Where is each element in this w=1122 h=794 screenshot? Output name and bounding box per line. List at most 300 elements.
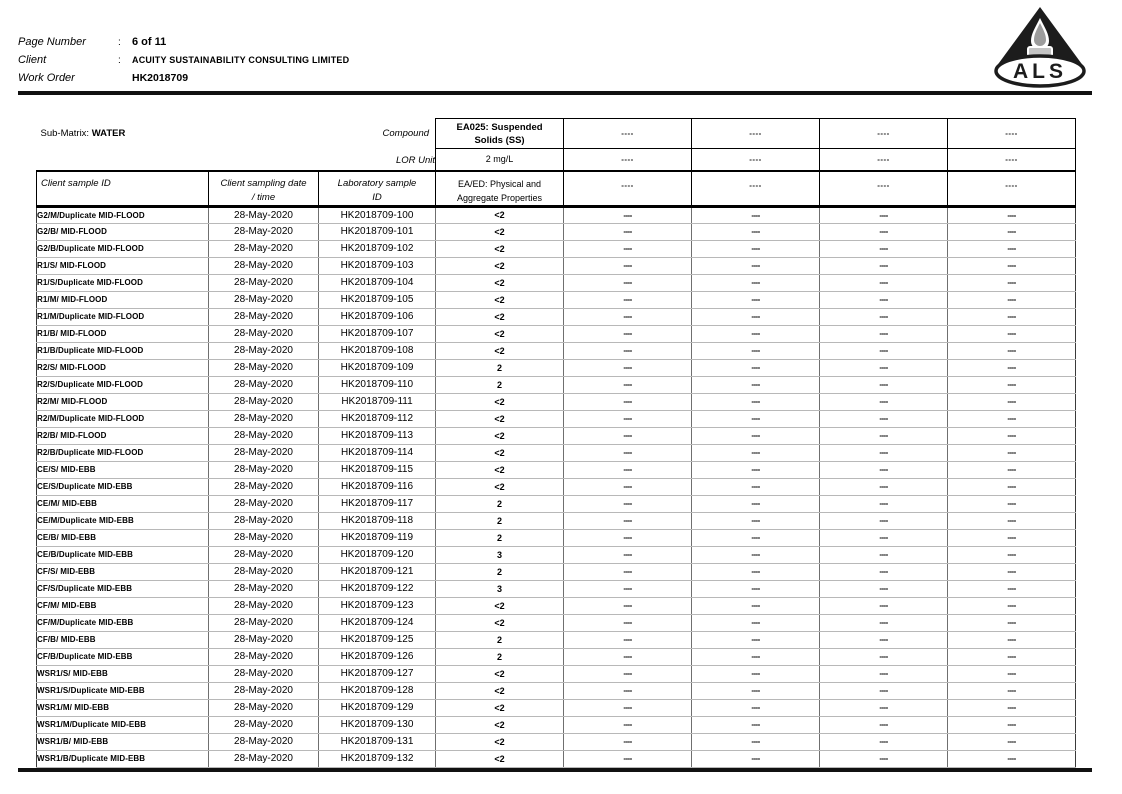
dash-cell: ---- xyxy=(820,733,948,750)
result-cell: <2 xyxy=(436,444,564,461)
dash-cell: ---- xyxy=(820,682,948,699)
lab-sample-id-cell: HK2018709-123 xyxy=(319,597,436,614)
sub-matrix-label: Sub-Matrix: WATER xyxy=(40,128,126,139)
als-logo-text: ALS xyxy=(1013,60,1067,83)
dash-cell: ---- xyxy=(564,563,692,580)
dash-cell: ---- xyxy=(820,240,948,257)
lab-sample-id-cell: HK2018709-122 xyxy=(319,580,436,597)
lab-sample-id-cell: HK2018709-108 xyxy=(319,342,436,359)
dash-cell: ---- xyxy=(692,665,820,682)
table-row xyxy=(37,308,1076,325)
dash-cell: ---- xyxy=(692,631,820,648)
dash-cell: ---- xyxy=(820,461,948,478)
separator: : xyxy=(118,55,121,66)
work-order-row xyxy=(18,72,349,90)
client-sample-id-cell: WSR1/S/Duplicate MID-EBB xyxy=(37,682,209,699)
lab-sample-id-cell: HK2018709-106 xyxy=(319,308,436,325)
result-cell: <2 xyxy=(436,614,564,631)
dash-cell: ---- xyxy=(692,478,820,495)
dash-cell: ---- xyxy=(820,614,948,631)
page-number-label: Page Number xyxy=(18,36,86,48)
dash-cell: ---- xyxy=(564,427,692,444)
page-number-row xyxy=(18,36,349,54)
lab-sample-id-cell: HK2018709-117 xyxy=(319,495,436,512)
lab-sample-id-cell: HK2018709-114 xyxy=(319,444,436,461)
empty-group-cell: ---- xyxy=(692,171,820,207)
dash-cell: ---- xyxy=(692,240,820,257)
lab-sample-id-cell: HK2018709-124 xyxy=(319,614,436,631)
empty-group-cell: ---- xyxy=(948,171,1076,207)
dash-cell: ---- xyxy=(692,461,820,478)
dash-cell: ---- xyxy=(564,665,692,682)
dash-cell: ---- xyxy=(820,750,948,767)
compound-label: Compound xyxy=(382,128,430,139)
dash-cell: ---- xyxy=(820,665,948,682)
dash-cell: ---- xyxy=(948,648,1076,665)
lab-sample-id-cell: HK2018709-132 xyxy=(319,750,436,767)
sampling-date-cell: 28-May-2020 xyxy=(209,716,319,733)
table-row xyxy=(37,614,1076,631)
table-row xyxy=(37,359,1076,376)
client-sample-id-cell: CF/M/ MID-EBB xyxy=(37,597,209,614)
dash-cell: ---- xyxy=(564,444,692,461)
table-row xyxy=(37,563,1076,580)
client-sample-id-cell: R2/S/Duplicate MID-FLOOD xyxy=(37,376,209,393)
dash-cell: ---- xyxy=(692,733,820,750)
dash-cell: ---- xyxy=(948,529,1076,546)
sampling-date-cell: 28-May-2020 xyxy=(209,274,319,291)
header-divider xyxy=(18,91,1092,95)
sampling-date-cell: 28-May-2020 xyxy=(209,512,319,529)
result-cell: <2 xyxy=(436,427,564,444)
dash-cell: ---- xyxy=(948,308,1076,325)
dash-cell: ---- xyxy=(564,257,692,274)
dash-cell: ---- xyxy=(820,410,948,427)
table-row xyxy=(37,291,1076,308)
table-row xyxy=(37,495,1076,512)
dash-cell: ---- xyxy=(948,325,1076,342)
client-sample-id-cell: CE/S/ MID-EBB xyxy=(37,461,209,478)
work-order-value: HK2018709 xyxy=(132,72,189,84)
sampling-date-cell: 28-May-2020 xyxy=(209,410,319,427)
result-cell: <2 xyxy=(436,699,564,716)
dash-cell: ---- xyxy=(820,206,948,223)
result-cell: <2 xyxy=(436,733,564,750)
result-cell: <2 xyxy=(436,325,564,342)
client-sample-id-cell: R2/S/ MID-FLOOD xyxy=(37,359,209,376)
result-cell: <2 xyxy=(436,682,564,699)
dash-cell: ---- xyxy=(692,750,820,767)
dash-cell: ---- xyxy=(820,427,948,444)
lab-sample-id-cell: HK2018709-105 xyxy=(319,291,436,308)
dash-cell: ---- xyxy=(692,682,820,699)
dash-cell: ---- xyxy=(564,274,692,291)
empty-lor-cell: ---- xyxy=(692,149,820,171)
dash-cell: ---- xyxy=(820,631,948,648)
dash-cell: ---- xyxy=(948,631,1076,648)
result-cell: <2 xyxy=(436,240,564,257)
dash-cell: ---- xyxy=(564,614,692,631)
dash-cell: ---- xyxy=(948,206,1076,223)
dash-cell: ---- xyxy=(564,376,692,393)
dash-cell: ---- xyxy=(820,529,948,546)
lor-unit-label-cell xyxy=(37,149,436,171)
dash-cell: ---- xyxy=(948,597,1076,614)
dash-cell: ---- xyxy=(564,733,692,750)
dash-cell: ---- xyxy=(564,410,692,427)
client-sample-id-cell: CE/M/Duplicate MID-EBB xyxy=(37,512,209,529)
dash-cell: ---- xyxy=(564,291,692,308)
dash-cell: ---- xyxy=(692,376,820,393)
dash-cell: ---- xyxy=(692,410,820,427)
dash-cell: ---- xyxy=(948,716,1076,733)
client-sample-id-cell: CF/S/Duplicate MID-EBB xyxy=(37,580,209,597)
client-sample-id-cell: CF/S/ MID-EBB xyxy=(37,563,209,580)
client-sample-id-cell: WSR1/B/Duplicate MID-EBB xyxy=(37,750,209,767)
client-sample-id-cell: CF/M/Duplicate MID-EBB xyxy=(37,614,209,631)
client-sample-id-cell: WSR1/S/ MID-EBB xyxy=(37,665,209,682)
client-sample-id-cell: R2/B/Duplicate MID-FLOOD xyxy=(37,444,209,461)
dash-cell: ---- xyxy=(692,614,820,631)
sampling-date-cell: 28-May-2020 xyxy=(209,648,319,665)
sampling-date-cell: 28-May-2020 xyxy=(209,308,319,325)
table-row xyxy=(37,257,1076,274)
table-row xyxy=(37,444,1076,461)
lab-sample-id-cell: HK2018709-110 xyxy=(319,376,436,393)
lab-sample-id-cell: HK2018709-130 xyxy=(319,716,436,733)
dash-cell: ---- xyxy=(948,682,1076,699)
table-row xyxy=(37,376,1076,393)
sampling-date-header xyxy=(209,171,319,207)
result-cell: 2 xyxy=(436,512,564,529)
dash-cell: ---- xyxy=(948,563,1076,580)
dash-cell: ---- xyxy=(564,308,692,325)
sampling-date-cell: 28-May-2020 xyxy=(209,342,319,359)
lab-sample-id-cell: HK2018709-131 xyxy=(319,733,436,750)
empty-analyte-cell: ---- xyxy=(692,119,820,149)
client-sample-id-cell: CF/B/Duplicate MID-EBB xyxy=(37,648,209,665)
table-row xyxy=(37,750,1076,767)
dash-cell: ---- xyxy=(948,410,1076,427)
table-row xyxy=(37,716,1076,733)
result-cell: 2 xyxy=(436,563,564,580)
dash-cell: ---- xyxy=(692,427,820,444)
dash-cell: ---- xyxy=(820,325,948,342)
table-row xyxy=(37,529,1076,546)
client-sample-id-header: Client sample ID xyxy=(37,171,209,207)
dash-cell: ---- xyxy=(692,393,820,410)
dash-cell: ---- xyxy=(948,427,1076,444)
lab-sample-id-cell: HK2018709-125 xyxy=(319,631,436,648)
dash-cell: ---- xyxy=(948,240,1076,257)
dash-cell: ---- xyxy=(564,546,692,563)
table-row xyxy=(37,733,1076,750)
dash-cell: ---- xyxy=(948,478,1076,495)
lab-sample-id-cell: HK2018709-128 xyxy=(319,682,436,699)
lab-sample-id-cell: HK2018709-127 xyxy=(319,665,436,682)
sampling-date-cell: 28-May-2020 xyxy=(209,461,319,478)
dash-cell: ---- xyxy=(692,274,820,291)
table-row xyxy=(37,325,1076,342)
empty-group-cell: ---- xyxy=(820,171,948,207)
client-sample-id-cell: CF/B/ MID-EBB xyxy=(37,631,209,648)
dash-cell: ---- xyxy=(564,240,692,257)
table-row xyxy=(37,580,1076,597)
sampling-date-cell: 28-May-2020 xyxy=(209,240,319,257)
sampling-date-cell: 28-May-2020 xyxy=(209,546,319,563)
dash-cell: ---- xyxy=(692,648,820,665)
dash-cell: ---- xyxy=(692,444,820,461)
dash-cell: ---- xyxy=(948,444,1076,461)
lab-sample-id-cell: HK2018709-121 xyxy=(319,563,436,580)
table-row xyxy=(37,393,1076,410)
client-value: ACUITY SUSTAINABILITY CONSULTING LIMITED xyxy=(132,55,350,65)
dash-cell: ---- xyxy=(564,716,692,733)
work-order-label: Work Order xyxy=(18,72,75,84)
result-cell: 3 xyxy=(436,546,564,563)
empty-analyte-cell: ---- xyxy=(820,119,948,149)
sampling-date-cell: 28-May-2020 xyxy=(209,257,319,274)
dash-cell: ---- xyxy=(820,597,948,614)
sampling-date-cell: 28-May-2020 xyxy=(209,359,319,376)
sampling-date-cell: 28-May-2020 xyxy=(209,597,319,614)
sampling-date-cell: 28-May-2020 xyxy=(209,682,319,699)
sub-matrix-value: WATER xyxy=(91,128,126,139)
client-sample-id-cell: CE/M/ MID-EBB xyxy=(37,495,209,512)
sampling-date-header-line1: Client sampling date xyxy=(220,177,307,189)
sampling-date-cell: 28-May-2020 xyxy=(209,325,319,342)
empty-analyte-cell: ---- xyxy=(948,119,1076,149)
als-logo-icon xyxy=(985,6,1095,90)
sampling-date-cell: 28-May-2020 xyxy=(209,665,319,682)
sampling-date-cell: 28-May-2020 xyxy=(209,495,319,512)
dash-cell: ---- xyxy=(564,682,692,699)
dash-cell: ---- xyxy=(820,359,948,376)
table-row xyxy=(37,699,1076,716)
sub-matrix-cell xyxy=(37,119,436,149)
table-row xyxy=(37,461,1076,478)
dash-cell: ---- xyxy=(948,614,1076,631)
dash-cell: ---- xyxy=(564,359,692,376)
sampling-date-cell: 28-May-2020 xyxy=(209,529,319,546)
lab-sample-id-cell: HK2018709-104 xyxy=(319,274,436,291)
dash-cell: ---- xyxy=(820,393,948,410)
sampling-date-cell: 28-May-2020 xyxy=(209,699,319,716)
dash-cell: ---- xyxy=(564,699,692,716)
dash-cell: ---- xyxy=(820,274,948,291)
dash-cell: ---- xyxy=(948,257,1076,274)
analyte-name-cell xyxy=(436,119,564,149)
client-sample-id-cell: R2/B/ MID-FLOOD xyxy=(37,427,209,444)
table-row xyxy=(37,631,1076,648)
empty-lor-cell: ---- xyxy=(820,149,948,171)
table-row xyxy=(37,665,1076,682)
dash-cell: ---- xyxy=(692,597,820,614)
dash-cell: ---- xyxy=(692,257,820,274)
dash-cell: ---- xyxy=(820,376,948,393)
lor-unit-row xyxy=(37,149,1076,171)
dash-cell: ---- xyxy=(820,546,948,563)
sampling-date-cell: 28-May-2020 xyxy=(209,223,319,240)
dash-cell: ---- xyxy=(948,750,1076,767)
dash-cell: ---- xyxy=(564,342,692,359)
result-cell: <2 xyxy=(436,665,564,682)
client-sample-id-cell: WSR1/M/Duplicate MID-EBB xyxy=(37,716,209,733)
analyte-lor-cell: 2 mg/L xyxy=(436,149,564,171)
dash-cell: ---- xyxy=(948,376,1076,393)
empty-group-cell: ---- xyxy=(564,171,692,207)
sampling-date-cell: 28-May-2020 xyxy=(209,444,319,461)
client-sample-id-cell: R2/M/Duplicate MID-FLOOD xyxy=(37,410,209,427)
dash-cell: ---- xyxy=(692,325,820,342)
table-row xyxy=(37,648,1076,665)
result-cell: <2 xyxy=(436,274,564,291)
dash-cell: ---- xyxy=(564,478,692,495)
sampling-date-cell: 28-May-2020 xyxy=(209,580,319,597)
sampling-date-cell: 28-May-2020 xyxy=(209,478,319,495)
dash-cell: ---- xyxy=(820,580,948,597)
empty-analyte-cell: ---- xyxy=(564,119,692,149)
results-table xyxy=(36,118,1076,768)
separator: : xyxy=(118,37,121,48)
client-sample-id-cell: WSR1/B/ MID-EBB xyxy=(37,733,209,750)
dash-cell: ---- xyxy=(564,631,692,648)
dash-cell: ---- xyxy=(820,291,948,308)
sampling-date-cell: 28-May-2020 xyxy=(209,563,319,580)
sampling-date-cell: 28-May-2020 xyxy=(209,733,319,750)
lab-sample-header-line1: Laboratory sample xyxy=(337,177,417,189)
table-row xyxy=(37,546,1076,563)
dash-cell: ---- xyxy=(820,648,948,665)
result-cell: 2 xyxy=(436,376,564,393)
dash-cell: ---- xyxy=(692,563,820,580)
sampling-date-cell: 28-May-2020 xyxy=(209,376,319,393)
dash-cell: ---- xyxy=(564,648,692,665)
dash-cell: ---- xyxy=(948,512,1076,529)
dash-cell: ---- xyxy=(692,699,820,716)
dash-cell: ---- xyxy=(564,223,692,240)
page-number-value: 6 of 11 xyxy=(132,36,167,48)
client-sample-id-cell: WSR1/M/ MID-EBB xyxy=(37,699,209,716)
dash-cell: ---- xyxy=(948,495,1076,512)
result-cell: <2 xyxy=(436,597,564,614)
lab-sample-id-cell: HK2018709-115 xyxy=(319,461,436,478)
result-cell: <2 xyxy=(436,393,564,410)
dash-cell: ---- xyxy=(692,223,820,240)
dash-cell: ---- xyxy=(564,393,692,410)
sampling-date-cell: 28-May-2020 xyxy=(209,427,319,444)
lab-sample-id-cell: HK2018709-120 xyxy=(319,546,436,563)
dash-cell: ---- xyxy=(692,580,820,597)
client-sample-id-cell: R2/M/ MID-FLOOD xyxy=(37,393,209,410)
dash-cell: ---- xyxy=(692,308,820,325)
empty-lor-cell: ---- xyxy=(948,149,1076,171)
analyte-group-line2: Aggregate Properties xyxy=(456,192,543,203)
table-row xyxy=(37,206,1076,223)
lab-sample-id-cell: HK2018709-129 xyxy=(319,699,436,716)
dash-cell: ---- xyxy=(564,461,692,478)
dash-cell: ---- xyxy=(948,699,1076,716)
result-cell: <2 xyxy=(436,750,564,767)
table-body xyxy=(37,206,1076,767)
result-cell: 2 xyxy=(436,529,564,546)
table-row xyxy=(37,274,1076,291)
document-header xyxy=(18,36,349,90)
result-cell: <2 xyxy=(436,716,564,733)
table-row xyxy=(37,410,1076,427)
client-sample-id-cell: R1/M/ MID-FLOOD xyxy=(37,291,209,308)
dash-cell: ---- xyxy=(948,274,1076,291)
dash-cell: ---- xyxy=(948,291,1076,308)
lab-sample-id-cell: HK2018709-118 xyxy=(319,512,436,529)
lab-sample-id-cell: HK2018709-109 xyxy=(319,359,436,376)
sampling-date-cell: 28-May-2020 xyxy=(209,291,319,308)
empty-lor-cell: ---- xyxy=(564,149,692,171)
analyte-group-line1: EA/ED: Physical and xyxy=(457,178,542,189)
dash-cell: ---- xyxy=(948,393,1076,410)
table-row xyxy=(37,223,1076,240)
dash-cell: ---- xyxy=(692,512,820,529)
analyte-name-line2: Solids (SS) xyxy=(474,134,525,146)
dash-cell: ---- xyxy=(564,580,692,597)
lab-sample-id-cell: HK2018709-111 xyxy=(319,393,436,410)
dash-cell: ---- xyxy=(820,257,948,274)
dash-cell: ---- xyxy=(820,308,948,325)
client-sample-id-cell: R1/M/Duplicate MID-FLOOD xyxy=(37,308,209,325)
dash-cell: ---- xyxy=(692,206,820,223)
dash-cell: ---- xyxy=(820,512,948,529)
dash-cell: ---- xyxy=(820,444,948,461)
table-row xyxy=(37,478,1076,495)
footer-divider xyxy=(18,768,1092,772)
result-cell: <2 xyxy=(436,206,564,223)
client-sample-id-cell: R1/S/Duplicate MID-FLOOD xyxy=(37,274,209,291)
dash-cell: ---- xyxy=(948,733,1076,750)
sampling-date-cell: 28-May-2020 xyxy=(209,750,319,767)
client-sample-id-cell: R1/S/ MID-FLOOD xyxy=(37,257,209,274)
dash-cell: ---- xyxy=(948,461,1076,478)
analyte-name-line1: EA025: Suspended xyxy=(456,121,543,133)
lab-sample-header-line2: ID xyxy=(372,191,382,203)
dash-cell: ---- xyxy=(564,529,692,546)
dash-cell: ---- xyxy=(692,529,820,546)
result-cell: <2 xyxy=(436,410,564,427)
lab-sample-id-cell: HK2018709-116 xyxy=(319,478,436,495)
client-sample-id-cell: CE/B/Duplicate MID-EBB xyxy=(37,546,209,563)
result-cell: <2 xyxy=(436,342,564,359)
dash-cell: ---- xyxy=(948,223,1076,240)
dash-cell: ---- xyxy=(820,223,948,240)
table-row xyxy=(37,427,1076,444)
column-header-row xyxy=(37,171,1076,207)
dash-cell: ---- xyxy=(948,665,1076,682)
lab-sample-id-header xyxy=(319,171,436,207)
table-row xyxy=(37,512,1076,529)
dash-cell: ---- xyxy=(564,512,692,529)
dash-cell: ---- xyxy=(564,206,692,223)
lab-sample-id-cell: HK2018709-126 xyxy=(319,648,436,665)
client-sample-id-cell: R1/B/ MID-FLOOD xyxy=(37,325,209,342)
result-cell: <2 xyxy=(436,257,564,274)
lab-sample-id-cell: HK2018709-112 xyxy=(319,410,436,427)
dash-cell: ---- xyxy=(564,325,692,342)
dash-cell: ---- xyxy=(820,478,948,495)
dash-cell: ---- xyxy=(820,716,948,733)
dash-cell: ---- xyxy=(692,495,820,512)
client-sample-id-cell: CE/B/ MID-EBB xyxy=(37,529,209,546)
result-cell: 2 xyxy=(436,631,564,648)
dash-cell: ---- xyxy=(820,563,948,580)
